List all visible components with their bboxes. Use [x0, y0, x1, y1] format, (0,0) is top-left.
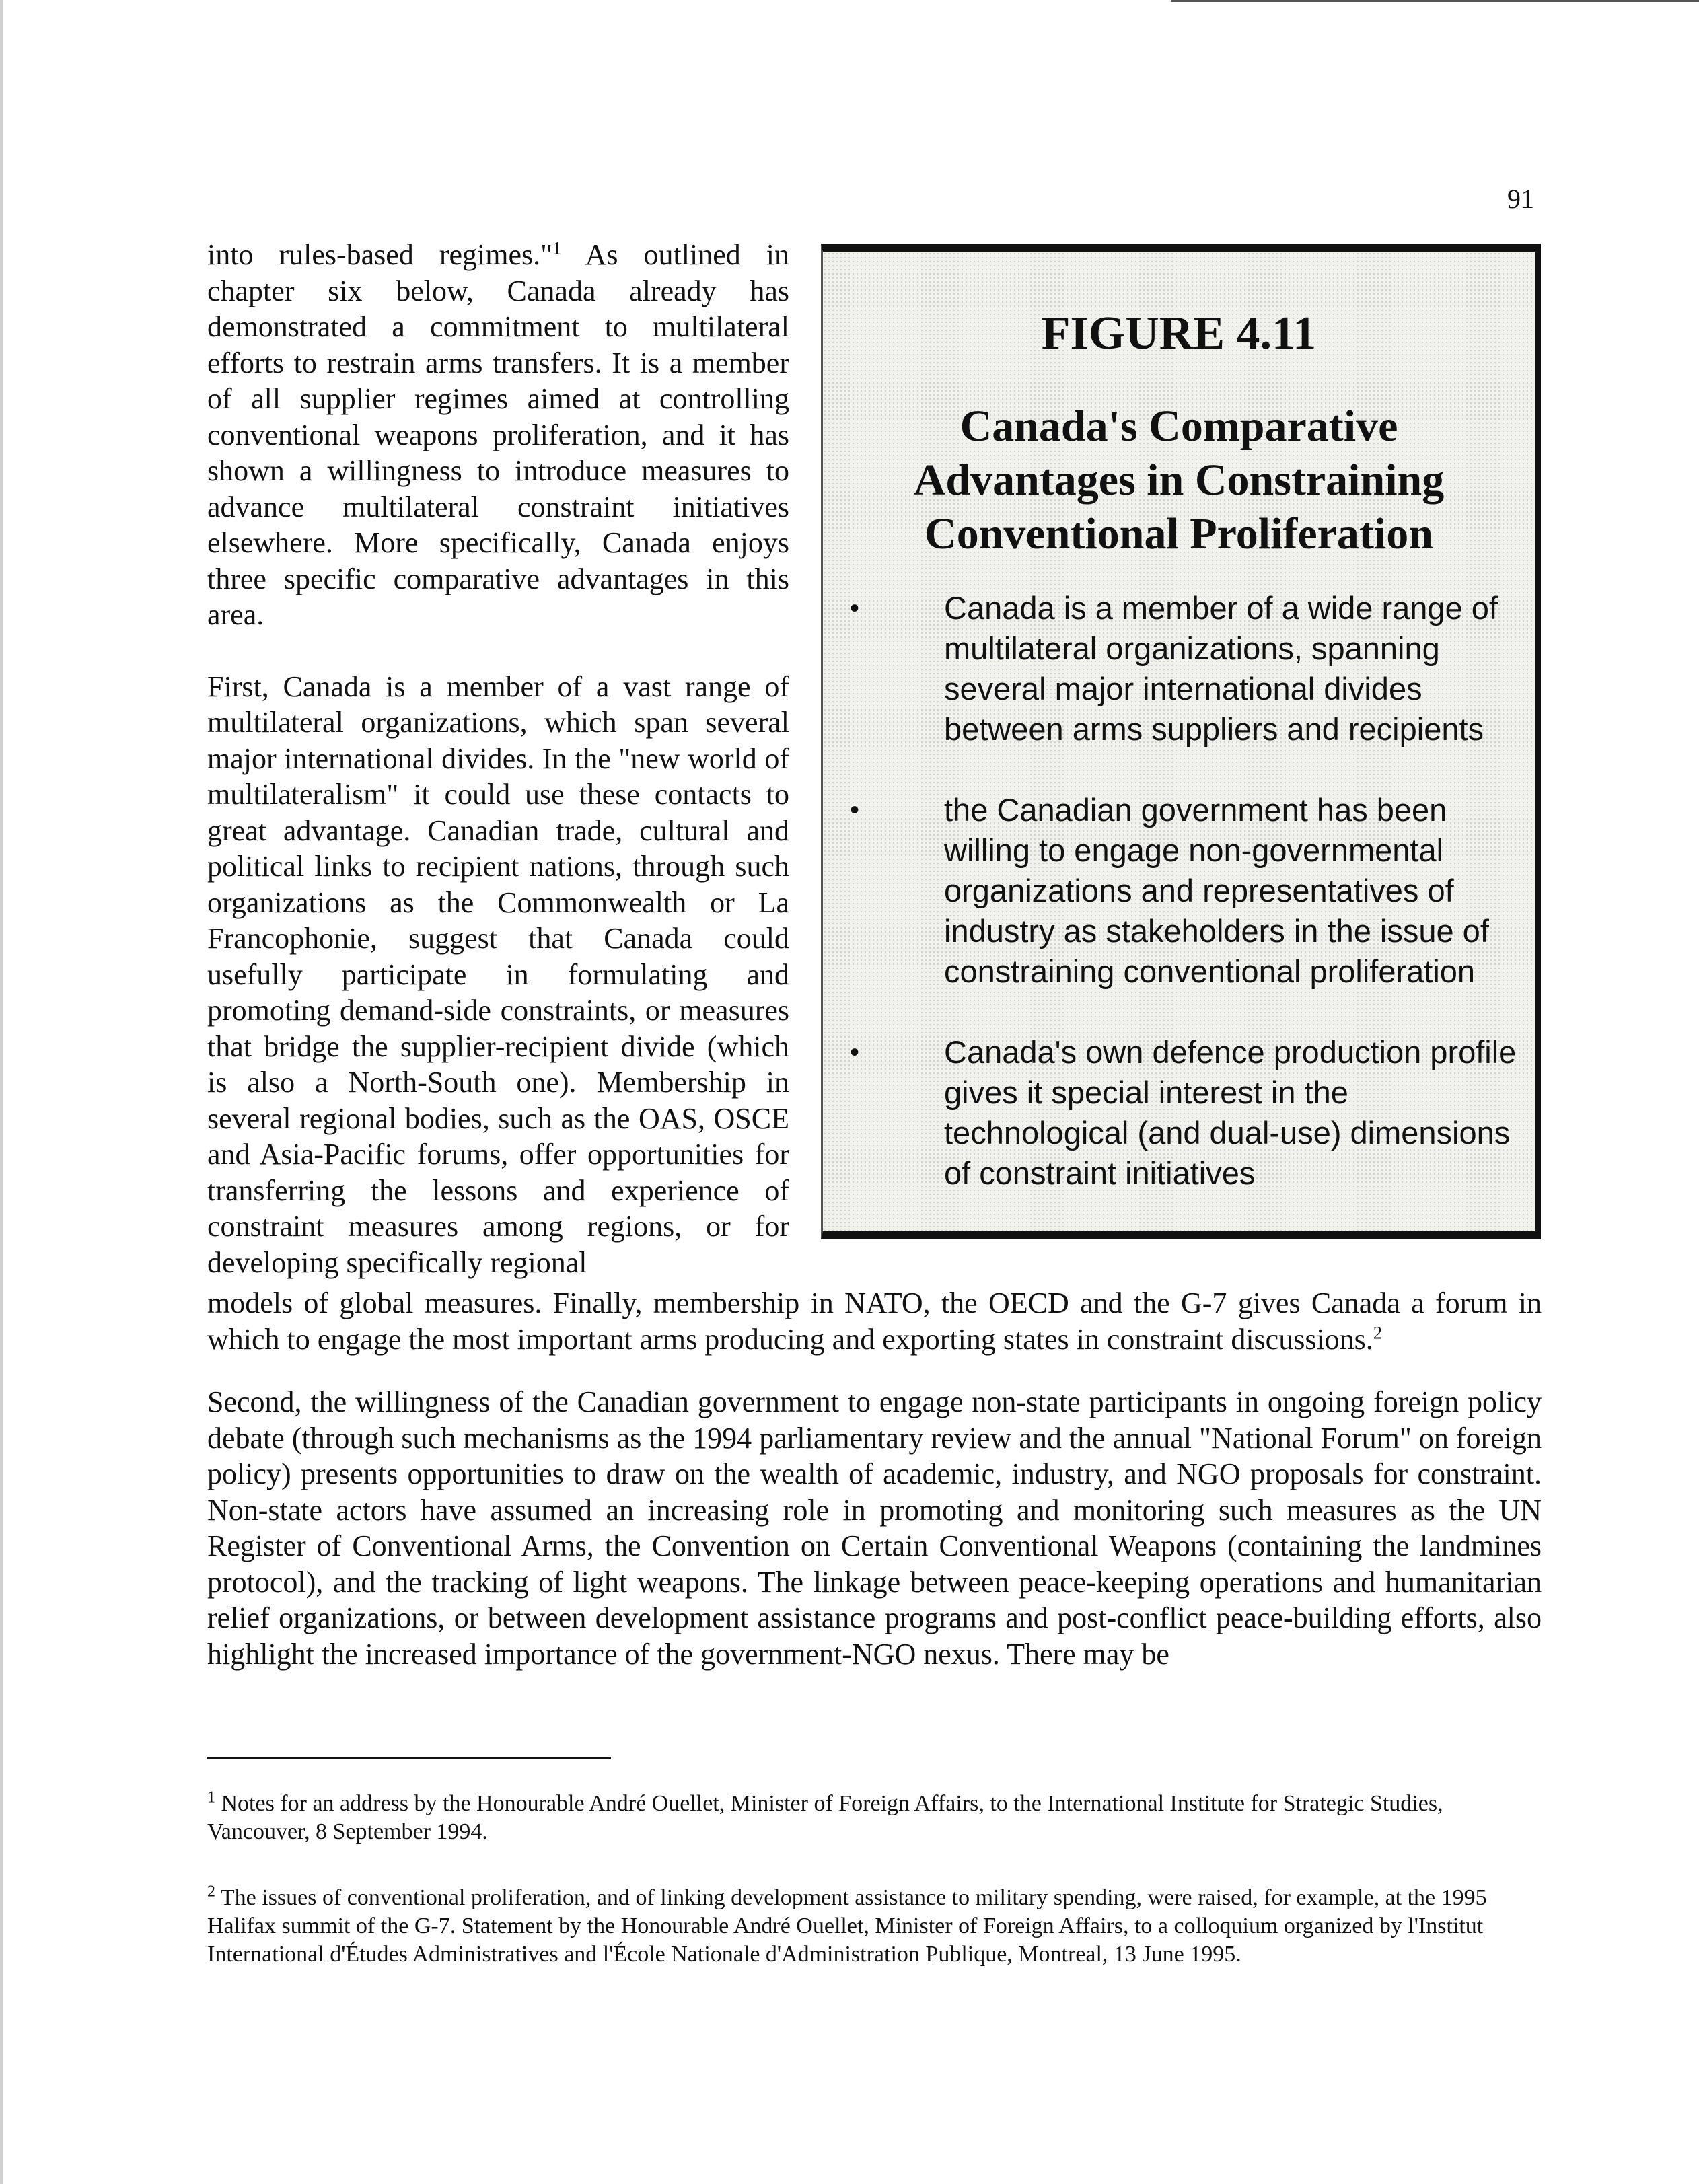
figure-bullet-item	[823, 790, 1535, 992]
full-width-body	[207, 1285, 1542, 1672]
figure-bullet-text: Canada's own defence production profile gives it special interest in the technological (and dual-use) dimensions of constraint initiatives	[944, 1034, 1517, 1191]
bullet-icon: •	[850, 795, 860, 825]
figure-title-line: Conventional Proliferation	[925, 509, 1433, 558]
paragraph-second-advantage: Second, the willingness of the Canadian government to engage non-state participants in ongoing foreign policy debate (through such mechanisms as the 1994 parliamentary review and the annual "National Forum" on foreign policy) presents opportunities to draw on the wealth of academic, industry, and NGO proposals for constraint. Non-state actors have assumed an increasing role in promoting and monitoring such measures as the UN Register of Conventional Arms, the Convention on Certain Conventional Weapons (containing the landmines protocol), and the tracking of light weapons. The linkage between peace-keeping operations and humanitarian relief organizations, or between development assistance programs and post-conflict peace-building efforts, also highlight the increased importance of the government-NGO nexus. There may be	[207, 1385, 1542, 1671]
footnote-marker: 1	[207, 1788, 215, 1807]
page-number: 91	[1507, 184, 1534, 214]
footnote-2	[207, 1884, 1492, 1969]
figure-number: FIGURE 4.11	[1041, 307, 1317, 359]
footnote-ref-1[interactable]: 1	[552, 238, 562, 258]
figure-title-line: Canada's Comparative	[960, 402, 1398, 451]
bullet-icon: •	[850, 1038, 860, 1067]
figure-bullet-item	[823, 588, 1535, 750]
footnote-divider	[207, 1757, 611, 1759]
footnote-marker: 2	[207, 1883, 215, 1901]
paragraph-intro-rest: As outlined in chapter six below, Canada already has demonstrated a commitment to multilateral efforts to restrain arms transfers. It is a member of all supplier regimes aimed at controlling conventional weapons proliferation, and it has shown a willingness to introduce measures to advance multilateral constraint initiatives elsewhere. More specifically, Canada enjoys three specific comparative advantages in this area.	[207, 238, 789, 631]
figure-bullet-item	[823, 1032, 1535, 1194]
paragraph-first-advantage-continued	[207, 1285, 1542, 1357]
figure-bullet-text: the Canadian government has been willing to engage non-governmental organizations and representatives of industry as stakeholders in the issue of constraining conventional proliferation	[944, 792, 1489, 989]
scan-top-rule	[1171, 0, 1699, 2]
left-column	[207, 237, 789, 1280]
bullet-icon: •	[850, 593, 860, 623]
footnote-ref-2[interactable]: 2	[1373, 1322, 1382, 1342]
figure-title-line: Advantages in Constraining	[913, 456, 1445, 505]
figure-bullet-list	[823, 588, 1535, 1234]
figure-bullet-text: Canada is a member of a wide range of multilateral organizations, spanning several major international divides between arms suppliers and recipients	[944, 590, 1498, 747]
paragraph-first-advantage: First, Canada is a member of a vast range of multilateral organizations, which span several major international divides. In the "new world of multilateralism" it could use these contacts to great advantage. Canadian trade, cultural and political links to recipient nations, through such organizations as the Commonwealth or La Francophonie, suggest that Canada could usefully participate in formulating and promoting demand-side constraints, or measures that bridge the supplier-recipient divide (which is also a North-South one). Membership in several regional bodies, such as the OAS, OSCE and Asia-Pacific forums, offer opportunities for transferring the lessons and experience of constraint measures among regions, or for developing specifically regional	[207, 669, 789, 1279]
figure-title	[823, 400, 1535, 561]
footnote-text: The issues of conventional proliferation, and of linking development assistance to military spending, were raised, for example, at the 1995 Halifax summit of the G-7. Statement by the Honourable André Ouellet, Minister of Foreign Affairs, to a colloquium organized by l'Institut International d'Études Administratives and l'École Nationale d'Administration Publique, Montreal, 13 June 1995.	[207, 1885, 1487, 1967]
footnote-text: Notes for an address by the Honourable André Ouellet, Minister of Foreign Affairs, to the International Institute for Strategic Studies, Vancouver, 8 September 1994.	[207, 1791, 1443, 1844]
figure-box	[821, 244, 1541, 1239]
footnote-1	[207, 1790, 1492, 1846]
paragraph-continued-text: models of global measures. Finally, membership in NATO, the OECD and the G-7 gives Canada a forum in which to engage the most important arms producing and exporting states in constraint discussions.	[207, 1286, 1542, 1356]
scan-edge	[0, 0, 3, 2184]
paragraph-intro-start: into rules-based regimes."	[207, 238, 553, 271]
paragraph-intro	[207, 237, 789, 633]
